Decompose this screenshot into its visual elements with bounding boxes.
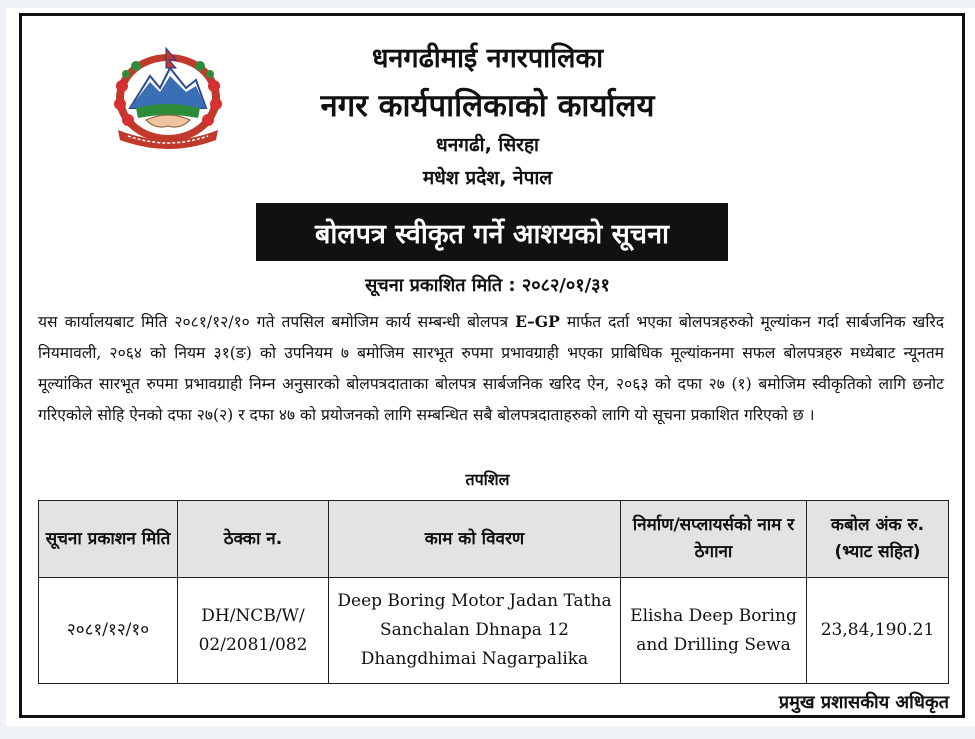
table-row [39,578,949,684]
notice-body [38,306,944,431]
header-work-description: काम को विवरण [329,501,621,578]
page-edge-top [0,0,975,8]
tender-table [38,500,949,684]
cell-contractor: Elisha Deep Boring and Drilling Sewa [621,578,807,684]
notice-body-part1: यस कार्यालयबाट मिति २०८१/१२/१० गते तपसिल बमोजिम कार्य सम्बन्धी बोलपत्र [38,313,516,331]
cell-bid-amount: 23,84,190.21 [807,578,949,684]
province-country: मधेश प्रदेश, नेपाल [422,167,553,189]
header-contract-no: ठेक्का न. [178,501,329,578]
municipality-name: धनगढीमाई नगरपालिका [371,43,604,74]
cell-date: २०८१/१२/१० [39,578,178,684]
notice-body-part2: मार्फत दर्ता भएका बोलपत्रहरुको मूल्यांकन गर्दा सार्बजनिक खरिद नियमावली, २०६४ को नियम ३१(ङ) को उपनियम ७ बमोजिम सारभूत रुपमा प्रभावग्राही भएका प्राबिधिक मूल्यांकनमा सफल बोलपत्रहरु मध्येबाट न्यूनतम मूल्यांकित सारभूत रुपमा प्रभावग्राही निम्न अनुसारको बोलपत्रदाताका बोलपत्र सार्बजनिक खरिद ऐन, २०६३ को दफा २७ (१) बमोजिम स्वीकृतिको लागि छनोट गरिएकोले सोहि ऐनको दफा २७(२) र दफा ४७ को प्रयोजनको लागि सम्बन्धित सबै बोलपत्रदाताहरुको लागि यो सूचना प्रकाशित गरिएको छ । [38,313,945,424]
table-caption: तपशिल [465,470,510,489]
published-date: सूचना प्रकाशित मिति : २०८२/०१/३१ [365,275,610,296]
header-date: सूचना प्रकाशन मिति [39,501,178,578]
egp-label: E–GP [515,312,560,331]
notice-title-banner: बोलपत्र स्वीकृत गर्ने आशयको सूचना [256,203,728,261]
office-name: नगर कार्यपालिकाको कार्यालय [320,88,655,124]
cell-work-description: Deep Boring Motor Jadan Tatha Sanchalan Dhnapa 12 Dhangdhimai Nagarpalika [329,578,621,684]
cell-contract-no: DH/NCB/W/ 02/2081/082 [178,578,329,684]
page-edge-bottom [0,726,975,739]
office-location: धनगढी, सिरहा [436,134,539,156]
header-bid-amount: कबोल अंक रु. (भ्याट सहित) [807,501,949,578]
table-header-row [39,501,949,578]
signature-designation: प्रमुख प्रशासकीय अधिकृत [778,692,949,713]
header-contractor: निर्माण/सप्लायर्सको नाम र ठेगाना [621,501,807,578]
